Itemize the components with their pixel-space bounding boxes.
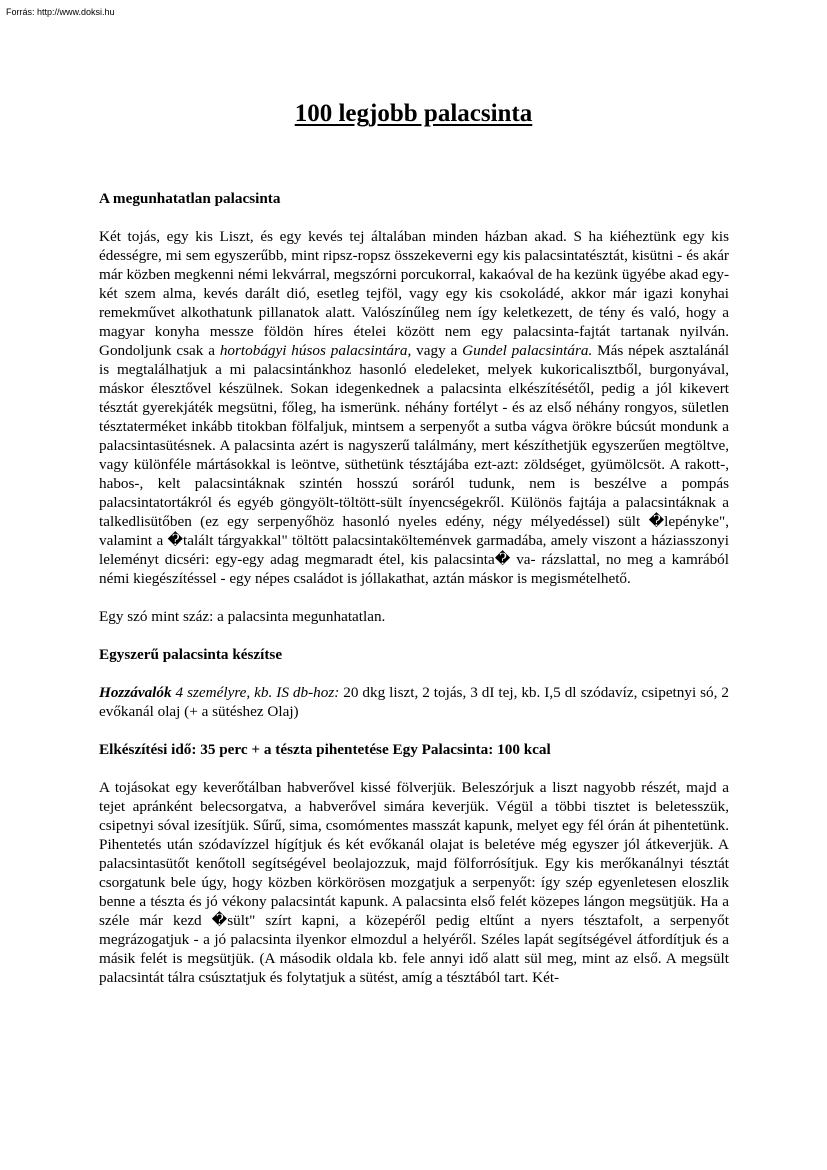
method-paragraph: A tojásokat egy keverőtálban habverővel kissé fölverjük. Beleszórjuk a liszt nagyobb részét, majd a tejet apránként belecsorgatva, a habverővel simára keverjük. Végül a többi tisztet is beletesszük, csipetnyi sóval izesítjük. Sűrű, sima, csomómentes masszát kapunk, melyet egy fél órán át pihentetünk. Pihentetés után szódavízzel hígítjuk és két evőkanál olajat is beletéve még egyszer jól átkeverjük. A palacsintasütőt kenőtoll segítségével beolajozzuk, majd fölforrósítjuk. Egy kis merőkanálnyi tésztát csorgatunk bele úgy, hogy közben körkörösen mozgatjuk a serpenyőt: így szép egyenletesen eloszlik benne a tészta és jó vékony palacsintát kapunk. A palacsinta első felét közepes lángon megsütjük. Ha a széle már kezd �sült" szírt kapni, a közepéről pedig eltűnt a nyers tésztafolt, a serpenyőt megrázogatjuk - a jó palacsinta ilyenkor elmozdul a helyéről. Széles lapát segítségével átfordítjuk és a másik felét is megsütjük. (A második oldala kb. fele annyi idő alatt sül meg, mint az első. A megsült palacsintát tálra csúsztatjuk és folytatjuk a sütést, amíg a tésztából tart. Két- xyxy=(99,779,729,986)
intro-text-c: Más népek asztalánál is megtalálhatjuk a mi palacsintánkhoz hasonló eledeleket, melyek kukoricalisztből, burgonyával, máskor élesztővel készülnek. Sokan idegenkednek a palacsinta elkészítésétől, pedig a jól kikevert tésztát gyerekjáték megsütni, főleg, ha ismerünk. néhány fortélyt - és az első néhány rongyos, sületlen tésztaterméket inkább titokban fölfaljuk, mintsem a serpenyőt a sutba vágva örökre búcsút mondunk a palacsintasütésnek. A palacsinta azért is nagyszerű találmány, mert készíthetjük egyszerűen megtöltve, vagy különféle mártásokkal is leöntve, süthetünk tésztájába ezt-azt: zöldséget, gyümölcsöt. A rakott-, habos-, kelt palacsintáknak szintén hosszú soráról tudunk, nem is beszélve a pompás palacsintatortákról és egyéb göngyölt-töltött-sült ínyencségekről. Különös fajtája a palacsintáknak a talkedlisütőben (ez egy serpenyőhöz hasonló nyeles edény, négy mélyedéssel) sült �lepényke", valamint a �talált tárgyakkal" töltött palacsintakölteménvek garmadába, amely viszont a háziasszonyi leleményt dicséri: egy-egy adag megmaradt étel, kis palacsinta� va- rázslattal, no meg a kamrából némi kiegészítéssel - egy népes családot is jóllakathat, aztán máskor is megismételhető. xyxy=(99,342,730,587)
source-line: Forrás: http://www.doksi.hu xyxy=(6,7,115,17)
ingredients-paragraph xyxy=(99,683,729,721)
intro-italic-gundel: Gundel palacsintára. xyxy=(462,342,593,359)
page-title: 100 legjobb palacsinta xyxy=(294,100,533,127)
section-heading-megunhatatlan: A megunhatatlan palacsinta xyxy=(99,190,281,207)
ingredients-label: Hozzávalók xyxy=(99,684,172,701)
intro-text-b: vagy a xyxy=(416,342,458,359)
ingredients-text: 20 dkg liszt, 2 tojás, 3 dI tej, kb. I,5 dl szódavíz, csipetnyi só, 2 evőkanál olaj (+ a sütéshez Olaj) xyxy=(99,684,730,720)
prep-time-line: Elkészítési idő: 35 perc + a tészta pihentetése Egy Palacsinta: 100 kcal xyxy=(99,741,551,758)
intro-italic-hortobagyi: hortobágyi húsos palacsintára, xyxy=(219,342,412,359)
intro-text-a: Két tojás, egy kis Liszt, és egy kevés tej általában minden házban akad. S ha kiéheztünk egy kis édességre, mi sem egyszerűbb, mint ripsz-ropsz összekeverni egy kis palacsintatésztát, kisütni - és akár már közben megkenni némi lekvárral, megszórni porcukorral, kakaóval de ha kezünk ügyébe akad egy-két szem alma, kevés darált dió, esetleg tejföl, vagy egy kis csokoládé, akkor már igazi konyhai remekművet alkothatunk pillanatok alatt. Valószínűleg nem így keletkezett, de tény és való, hogy a magyar konyha messze földön híres ételei között nem egy palacsinta-fajtát tartanak nyilván. Gondoljunk csak a xyxy=(99,228,729,359)
document-body xyxy=(99,189,729,987)
summary-paragraph: Egy szó mint száz: a palacsinta megunhatatlan. xyxy=(99,608,386,625)
intro-paragraph xyxy=(99,227,729,588)
section-heading-egyszeru: Egyszerű palacsinta készítse xyxy=(99,646,283,663)
ingredients-note: 4 személyre, kb. IS db-hoz: xyxy=(175,684,340,701)
